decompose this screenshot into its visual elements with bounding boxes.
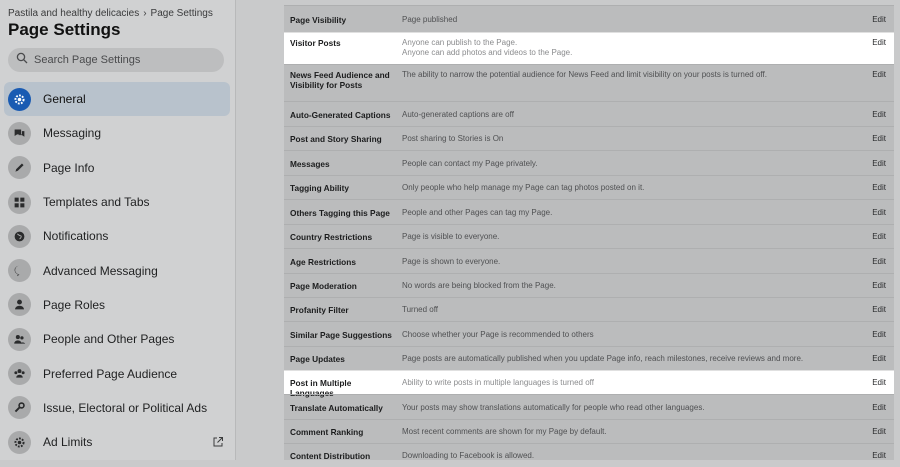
sidebar-item-advanced-messaging[interactable]: [4, 253, 230, 287]
audience-icon: [8, 362, 31, 385]
setting-label-text: News Feed Audience and: [290, 70, 390, 80]
sidebar-item-label: Page Info: [43, 160, 95, 175]
settings-row[interactable]: [284, 273, 894, 297]
edit-button[interactable]: Edit: [872, 451, 886, 460]
setting-label: [290, 159, 394, 169]
edit-button[interactable]: Edit: [872, 256, 886, 266]
sidebar-nav: [4, 82, 230, 459]
sidebar-item-label: People and Other Pages: [43, 332, 175, 347]
sidebar-item-label: Issue, Electoral or Political Ads: [43, 400, 208, 415]
search-input[interactable]: [8, 48, 224, 72]
people-icon: [8, 328, 31, 351]
setting-description: [402, 208, 852, 218]
setting-description-text: Page is visible to everyone.: [402, 232, 500, 241]
sidebar-item-label: Notifications: [43, 229, 109, 244]
setting-description-text: People can contact my Page privately.: [402, 158, 538, 168]
setting-description: [402, 70, 852, 80]
setting-description-text: Your posts may show translations automatically for people who read other languages.: [402, 402, 705, 412]
settings-row[interactable]: [284, 443, 894, 467]
setting-label: [290, 257, 394, 267]
edit-button[interactable]: Edit: [872, 402, 886, 412]
setting-description: [402, 38, 852, 58]
sidebar-item-label: Messaging: [43, 126, 102, 141]
settings-row[interactable]: [284, 199, 894, 224]
settings-row[interactable]: [284, 394, 894, 419]
globe-icon: [8, 225, 31, 248]
setting-description-text: Anyone can add photos and videos to the Page.: [402, 48, 573, 57]
setting-label-text: Visitor Posts: [290, 38, 341, 48]
edit-button[interactable]: Edit: [872, 207, 886, 217]
setting-label-text: Comment Ranking: [290, 427, 364, 437]
setting-label: [290, 330, 394, 340]
setting-label-text: Auto-Generated Captions: [290, 109, 391, 120]
edit-button[interactable]: Edit: [872, 158, 886, 168]
setting-description-text: Downloading to Facebook is allowed.: [402, 451, 535, 460]
setting-description-text: Page posts are automatically published when you update Page info, reach milestones, receive reviews and more.: [402, 354, 804, 363]
setting-label-text: Messages: [290, 158, 330, 169]
setting-description: [402, 232, 852, 242]
setting-description: [402, 134, 852, 144]
edit-button[interactable]: Edit: [872, 109, 886, 119]
setting-label-text: Profanity Filter: [290, 305, 349, 315]
setting-description: [402, 257, 852, 267]
sidebar-item-label: Templates and Tabs: [43, 195, 150, 210]
setting-label: [290, 70, 394, 90]
setting-description-text: Auto-generated captions are off: [402, 109, 514, 119]
setting-label-text: Post in Multiple Languages: [290, 378, 352, 398]
setting-description-text: Turned off: [402, 305, 439, 314]
setting-label-text: Content Distribution: [290, 451, 371, 461]
setting-description-text: Page is shown to everyone.: [402, 256, 501, 266]
setting-description-text: Anyone can publish to the Page.: [402, 38, 518, 47]
setting-label: [290, 305, 394, 315]
breadcrumb-current: Page Settings: [150, 8, 213, 19]
settings-row[interactable]: [284, 64, 894, 101]
setting-label-text: Post and Story Sharing: [290, 134, 382, 144]
setting-description: [402, 159, 852, 169]
pencil-icon: [8, 156, 31, 179]
edit-button[interactable]: Edit: [872, 14, 886, 24]
person-icon: [8, 293, 31, 316]
settings-row[interactable]: [284, 150, 894, 175]
sidebar-item-templates-and-tabs[interactable]: [4, 185, 230, 219]
edit-button[interactable]: Edit: [872, 232, 886, 241]
general-settings-panel: [284, 5, 894, 460]
sidebar-item-messaging[interactable]: [4, 116, 230, 150]
setting-label: [290, 232, 394, 242]
gear-icon: [8, 431, 31, 454]
settings-row[interactable]: [284, 126, 894, 150]
search-placeholder: Search Page Settings: [34, 54, 141, 66]
breadcrumb: [8, 8, 213, 19]
setting-description: [402, 110, 852, 120]
setting-label: [290, 281, 394, 291]
sidebar-item-page-info[interactable]: [4, 151, 230, 185]
messenger-icon: [8, 259, 31, 282]
edit-button[interactable]: Edit: [872, 183, 886, 192]
sidebar-item-label: Ad Limits: [43, 435, 93, 450]
settings-row[interactable]: [284, 346, 894, 370]
edit-button[interactable]: Edit: [872, 354, 886, 363]
setting-description-text: People and other Pages can tag my Page.: [402, 207, 553, 217]
settings-row[interactable]: [284, 175, 894, 199]
setting-description-text: Choose whether your Page is recommended to others: [402, 329, 594, 339]
setting-label-text: Age Restrictions: [290, 256, 356, 267]
setting-description: [402, 305, 852, 315]
sidebar-item-people-and-other-pages[interactable]: [4, 322, 230, 356]
setting-description: [402, 183, 852, 193]
setting-label: [290, 208, 394, 218]
setting-label-text: Page Updates: [290, 354, 345, 364]
setting-description: [402, 281, 852, 291]
sidebar-item-preferred-page-audience[interactable]: [4, 356, 230, 390]
setting-description: [402, 427, 852, 437]
sidebar-item-ad-limits[interactable]: [4, 425, 230, 459]
setting-label-text: Page Visibility: [290, 14, 347, 25]
setting-label: [290, 427, 394, 437]
edit-button[interactable]: Edit: [872, 378, 886, 387]
setting-label: [290, 403, 394, 413]
settings-row[interactable]: [284, 32, 894, 64]
setting-label-text: Page Moderation: [290, 281, 357, 291]
edit-button[interactable]: Edit: [872, 134, 886, 143]
settings-row[interactable]: [284, 5, 894, 32]
edit-button[interactable]: Edit: [872, 38, 886, 47]
setting-description-text: Page published: [402, 14, 458, 24]
settings-row[interactable]: [284, 419, 894, 443]
sidebar-item-notifications[interactable]: [4, 219, 230, 253]
sidebar-item-general[interactable]: [4, 82, 230, 116]
setting-description-text: No words are being blocked from the Page.: [402, 281, 556, 290]
settings-row[interactable]: [284, 297, 894, 321]
sidebar-item-label: Page Roles: [43, 297, 106, 312]
wrench-icon: [8, 396, 31, 419]
settings-row[interactable]: [284, 101, 894, 126]
sidebar-item-label: Advanced Messaging: [43, 263, 158, 278]
search-icon: [16, 51, 28, 69]
sidebar-item-political-ads[interactable]: [4, 391, 230, 425]
setting-label-text: Tagging Ability: [290, 183, 349, 193]
edit-button[interactable]: Edit: [872, 305, 886, 314]
chat-bubbles-icon: [8, 122, 31, 145]
sidebar-item-label: Preferred Page Audience: [43, 366, 178, 381]
gear-icon: [8, 88, 31, 111]
setting-description-text: Most recent comments are shown for my Page by default.: [402, 427, 607, 436]
breadcrumb-page-link[interactable]: Pastila and healthy delicacies: [8, 8, 140, 19]
edit-button[interactable]: Edit: [872, 427, 886, 436]
setting-label: [290, 110, 394, 120]
setting-description-text: Only people who help manage my Page can tag photos posted on it.: [402, 183, 645, 192]
setting-description: [402, 378, 852, 388]
setting-description: [402, 15, 852, 25]
sidebar-item-label: General: [43, 92, 86, 107]
setting-label: [290, 15, 394, 25]
settings-row[interactable]: [284, 248, 894, 273]
setting-label-text: Others Tagging this Page: [290, 207, 390, 218]
settings-row[interactable]: [284, 370, 894, 398]
setting-label-text: Country Restrictions: [290, 232, 373, 242]
setting-label: [290, 354, 394, 364]
setting-label: [290, 38, 394, 48]
settings-sidebar: [0, 0, 236, 460]
edit-button[interactable]: Edit: [872, 329, 886, 339]
setting-label-text: Translate Automatically: [290, 402, 383, 413]
grid-icon: [8, 191, 31, 214]
external-link-icon[interactable]: [212, 436, 224, 448]
edit-button[interactable]: Edit: [872, 70, 886, 79]
page-title: Page Settings: [8, 20, 121, 39]
edit-button[interactable]: Edit: [872, 281, 886, 290]
setting-description: [402, 330, 852, 340]
breadcrumb-separator: ›: [143, 8, 147, 19]
sidebar-item-page-roles[interactable]: [4, 288, 230, 322]
settings-row[interactable]: [284, 224, 894, 248]
settings-row[interactable]: [284, 321, 894, 346]
setting-label: [290, 183, 394, 193]
setting-label: [290, 134, 394, 144]
setting-description-text: The ability to narrow the potential audience for News Feed and limit visibility on your posts is turned off.: [402, 70, 767, 79]
setting-description: [402, 403, 852, 413]
setting-description-text: Ability to write posts in multiple languages is turned off: [402, 378, 594, 387]
setting-description: [402, 354, 852, 364]
setting-description-text: Post sharing to Stories is On: [402, 134, 504, 143]
setting-label-text: Visibility for Posts: [290, 80, 363, 90]
setting-label-text: Similar Page Suggestions: [290, 329, 392, 340]
